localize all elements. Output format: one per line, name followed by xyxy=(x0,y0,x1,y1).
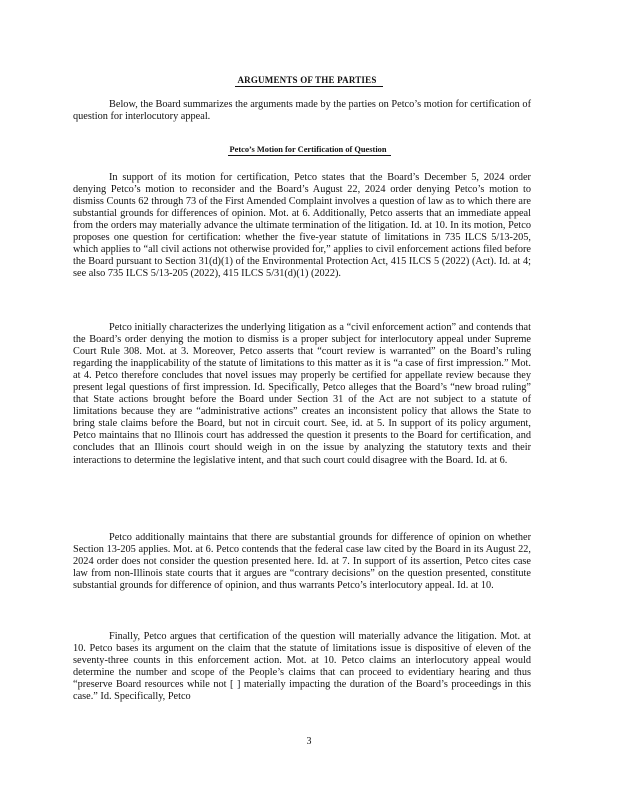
paragraph-substantial-grounds: Petco additionally maintains that there are substantial grounds for difference of opinion on whether Section 13-205 applies. Mot. at 6. Petco contends that the federal case law cited by the Board in its August 22, 2024 order does not consider the question presented here. Id. at 7. In support of its assertion, Petco cites case law from non-Illinois state courts that it argues are “contrary decisions” on the question presented, constitute substantial grounds for difference of opinion, and thus warrants Petco’s interlocutory appeal. Id. at 10. xyxy=(73,532,531,592)
subsection-heading xyxy=(0,145,618,154)
section-heading xyxy=(0,75,618,85)
paragraph-materially-advance: Finally, Petco argues that certification of the question will materially advance the litigation. Mot. at 10. Petco bases its argument on the claim that the statute of limitations issue is dispositive of eleven of the seventy-three counts in this enforcement action. Mot. at 10. Petco claims an interlocutory appeal would determine the number and scope of the People’s claims that can proceed to evidentiary hearing and thus “preserve Board resources while not [ ] materially impacting the duration of the Board’s proceedings in this case.” Id. Specifically, Petco xyxy=(73,631,531,703)
page-number: 3 xyxy=(306,736,312,747)
section-heading-text: ARGUMENTS OF THE PARTIES xyxy=(235,75,382,87)
paragraph-motion-support: In support of its motion for certification, Petco states that the Board’s December 5, 2024 order denying Petco’s motion to reconsider and the Board’s August 22, 2024 order denying Petco’s motion to dismiss Counts 62 through 73 of the First Amended Complaint involves a question of law as to which there are substantial grounds for differences of opinion. Mot. at 6. Additionally, Petco asserts that an immediate appeal from the orders may materially advance the ultimate termination of the litigation. Id. at 10. In its motion, Petco proposes one question for certification: whether the five-year statute of limitations in 735 ILCS 5/13-205, which applies to “all civil actions not otherwise provided for,” applies to civil enforcement actions filed before the Board pursuant to Section 31(d)(1) of the Environmental Protection Act, 415 ILCS 5 (2022) (Act). Id. at 4; see also 735 ILCS 5/13-205 (2022), 415 ILCS 5/31(d)(1) (2022). xyxy=(73,172,531,280)
subsection-heading-text: Petco’s Motion for Certification of Question xyxy=(228,145,391,156)
intro-paragraph: Below, the Board summarizes the arguments made by the parties on Petco’s motion for certification of question for interlocutory appeal. xyxy=(73,99,531,123)
paragraph-characterization: Petco initially characterizes the underlying litigation as a “civil enforcement action” and contends that the Board’s order denying the motion to dismiss is a proper subject for interlocutory appeal under Supreme Court Rule 308. Mot. at 3. Moreover, Petco asserts that “court review is warranted” on the Board’s ruling regarding the inapplicability of the statute of limitations to this matter as it is “a case of first impression.” Mot. at 4. Petco therefore concludes that novel issues may properly be certified for appellate review because they present legal questions of first impression. Id. Specifically, Petco alleges that the Board’s “new broad ruling” that State actions brought before the Board under Section 31 of the Act are not subject to a statute of limitations because they are “administrative actions” creates an inconsistent policy that allows the State to bring stale claims before the Board, but not in circuit court. See, id. at 5. In support of its policy argument, Petco maintains that no Illinois court has addressed the question it presents to the Board for certification, and concludes that an Illinois court should weigh in on the issue by analyzing the statutory texts and their interactions to determine the legislative intent, and that such court could disagree with the Board. Id. at 6. xyxy=(73,322,531,466)
